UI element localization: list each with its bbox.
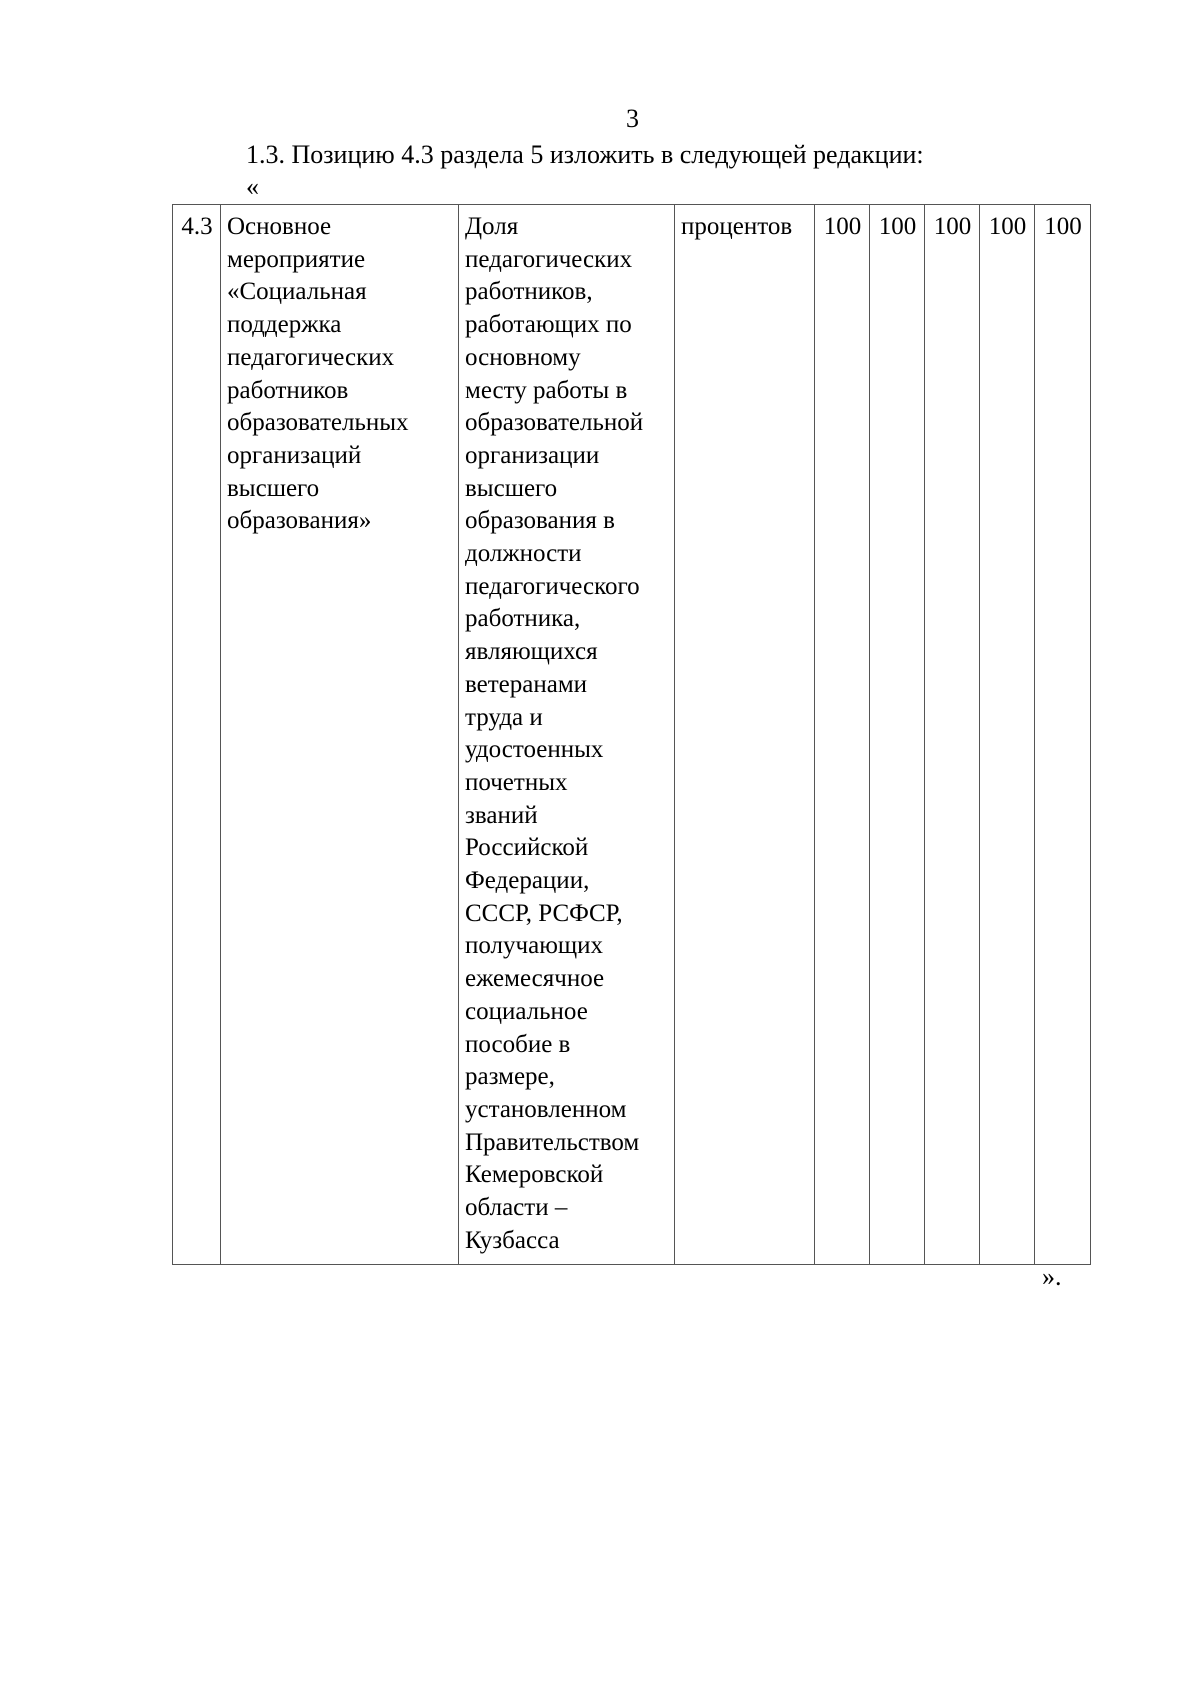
indicator-line: работника, — [465, 605, 581, 633]
position-table — [172, 204, 1091, 1265]
row-number: 4.3 — [181, 213, 213, 240]
intro-text: 1.3. Позицию 4.3 раздела 5 изложить в следующей редакции: — [246, 140, 924, 169]
activity-line: поддержка — [227, 311, 342, 339]
value-5: 100 — [1044, 213, 1082, 240]
value-3: 100 — [933, 213, 972, 240]
activity-line: организаций — [227, 441, 362, 469]
value-cell — [980, 205, 1035, 1265]
indicator-line: Правительством — [465, 1128, 640, 1156]
indicator-line: званий — [465, 801, 538, 829]
close-quote: ». — [1042, 1262, 1062, 1291]
activity-line: мероприятие — [227, 245, 366, 273]
indicator-line: являющихся — [465, 638, 598, 666]
indicator-line: Кузбасса — [465, 1226, 560, 1254]
indicator-line: социальное — [465, 997, 588, 1025]
value-2: 100 — [878, 213, 917, 240]
indicator-line: организации — [465, 441, 600, 469]
activity-cell — [221, 205, 459, 1265]
activity-line: работников — [227, 376, 349, 404]
indicator-line: работающих по — [465, 311, 632, 339]
indicator-line: Доля — [465, 213, 519, 240]
indicator-line: области – — [465, 1194, 568, 1222]
indicator-line: получающих — [465, 932, 604, 960]
indicator-line: высшего — [465, 474, 558, 502]
unit-cell — [675, 205, 815, 1265]
indicator-line: ветеранами — [465, 670, 588, 698]
indicator-line: труда и — [465, 703, 543, 731]
indicator-line: установленном — [465, 1095, 627, 1123]
indicator-line: Российской — [465, 834, 589, 862]
activity-line: Основное — [227, 213, 332, 240]
indicator-line: СССР, РСФСР, — [465, 899, 623, 927]
indicator-line: почетных — [465, 768, 568, 796]
indicator-line: ежемесячное — [465, 965, 605, 993]
table-row — [173, 205, 1091, 1265]
indicator-line: основному — [465, 343, 581, 371]
indicator-line: пособие в — [465, 1030, 571, 1058]
indicator-line: работников, — [465, 278, 593, 306]
open-quote: « — [246, 172, 259, 201]
activity-line: педагогических — [227, 343, 395, 371]
indicator-line: удостоенных — [465, 736, 604, 764]
value-cell — [815, 205, 870, 1265]
indicator-line: месту работы в — [465, 376, 628, 404]
activity-line: «Социальная — [227, 278, 367, 306]
indicator-line: педагогических — [465, 245, 633, 273]
value-cell — [1035, 205, 1091, 1265]
indicator-line: образовательной — [465, 409, 644, 437]
indicator-line: педагогического — [465, 572, 640, 600]
activity-line: образовательных — [227, 409, 409, 437]
indicator-line: Кемеровской — [465, 1161, 604, 1189]
value-cell — [870, 205, 925, 1265]
indicator-cell — [459, 205, 675, 1265]
value-1: 100 — [823, 213, 862, 240]
page-number: 3 — [626, 104, 639, 133]
row-number-cell — [173, 205, 221, 1265]
indicator-line: Федерации, — [465, 867, 590, 895]
value-4: 100 — [988, 213, 1027, 240]
unit-label: процентов — [681, 213, 793, 240]
indicator-line: образования в — [465, 507, 615, 535]
value-cell — [925, 205, 980, 1265]
indicator-line: размере, — [465, 1063, 555, 1091]
activity-line: высшего — [227, 474, 320, 502]
indicator-line: должности — [465, 540, 582, 568]
activity-line: образования» — [227, 507, 372, 535]
